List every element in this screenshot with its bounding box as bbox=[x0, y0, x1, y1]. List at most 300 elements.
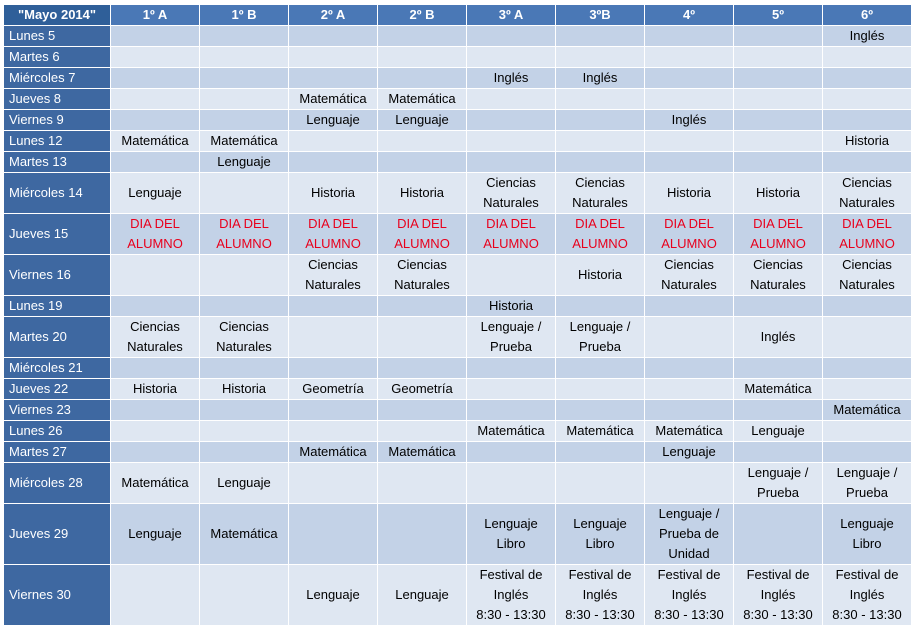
schedule-cell bbox=[289, 317, 378, 358]
schedule-cell bbox=[289, 421, 378, 442]
schedule-cell bbox=[734, 296, 823, 317]
cell-text: Ciencias bbox=[130, 319, 180, 334]
schedule-cell bbox=[734, 442, 823, 463]
schedule-cell bbox=[289, 463, 378, 504]
schedule-cell bbox=[289, 173, 378, 214]
cell-text: Lenguaje / bbox=[658, 506, 720, 521]
schedule-cell bbox=[289, 565, 378, 626]
schedule-cell bbox=[645, 504, 734, 565]
schedule-cell bbox=[556, 47, 645, 68]
cell-text: Lenguaje bbox=[395, 587, 449, 602]
schedule-cell bbox=[289, 442, 378, 463]
schedule-cell bbox=[378, 317, 467, 358]
day-label: Lunes 12 bbox=[4, 131, 111, 152]
cell-text: Unidad bbox=[668, 546, 710, 561]
schedule-cell bbox=[111, 214, 200, 255]
schedule-cell bbox=[556, 255, 645, 296]
schedule-cell bbox=[289, 26, 378, 47]
schedule-cell bbox=[823, 463, 912, 504]
schedule-cell bbox=[645, 379, 734, 400]
cell-text: Ciencias bbox=[486, 175, 536, 190]
grade-header: 1º A bbox=[111, 5, 200, 26]
schedule-cell bbox=[467, 152, 556, 173]
schedule-cell bbox=[378, 504, 467, 565]
grade-header: 1º B bbox=[200, 5, 289, 26]
cell-text: Festival de bbox=[657, 567, 721, 582]
cell-text: Lenguaje bbox=[128, 526, 182, 541]
cell-text: Naturales bbox=[839, 277, 895, 292]
schedule-cell bbox=[467, 296, 556, 317]
schedule-cell bbox=[556, 504, 645, 565]
day-label: Jueves 15 bbox=[4, 214, 111, 255]
schedule-cell bbox=[111, 400, 200, 421]
schedule-table bbox=[3, 4, 912, 626]
schedule-row bbox=[4, 504, 912, 565]
cell-text: ALUMNO bbox=[216, 236, 272, 251]
schedule-cell bbox=[111, 68, 200, 89]
cell-text: Festival de bbox=[835, 567, 899, 582]
cell-text: Lenguaje bbox=[840, 516, 894, 531]
cell-text: Prueba de bbox=[659, 526, 719, 541]
cell-text: Ciencias bbox=[664, 257, 714, 272]
schedule-row bbox=[4, 379, 912, 400]
schedule-cell bbox=[289, 296, 378, 317]
schedule-cell bbox=[200, 379, 289, 400]
cell-text: Lenguaje bbox=[484, 516, 538, 531]
schedule-cell bbox=[200, 400, 289, 421]
schedule-cell bbox=[556, 358, 645, 379]
schedule-cell bbox=[734, 400, 823, 421]
schedule-cell bbox=[734, 131, 823, 152]
cell-text: ALUMNO bbox=[572, 236, 628, 251]
cell-text: Matemática bbox=[299, 444, 367, 459]
cell-text: Lenguaje / bbox=[747, 465, 809, 480]
schedule-cell bbox=[645, 421, 734, 442]
schedule-cell bbox=[111, 504, 200, 565]
schedule-cell bbox=[289, 379, 378, 400]
cell-text: Lenguaje bbox=[128, 185, 182, 200]
cell-text: Lenguaje / bbox=[836, 465, 898, 480]
schedule-cell bbox=[823, 358, 912, 379]
schedule-cell bbox=[645, 68, 734, 89]
schedule-row bbox=[4, 463, 912, 504]
schedule-cell bbox=[645, 173, 734, 214]
cell-text: Inglés bbox=[849, 587, 885, 602]
cell-text: Historia bbox=[221, 381, 267, 396]
cell-text: ALUMNO bbox=[483, 236, 539, 251]
schedule-cell bbox=[823, 47, 912, 68]
schedule-cell bbox=[200, 317, 289, 358]
schedule-cell bbox=[734, 152, 823, 173]
schedule-cell bbox=[734, 379, 823, 400]
schedule-cell bbox=[289, 358, 378, 379]
schedule-cell bbox=[556, 110, 645, 131]
schedule-cell bbox=[645, 47, 734, 68]
schedule-cell bbox=[289, 110, 378, 131]
schedule-cell bbox=[378, 379, 467, 400]
cell-text: DIA DEL bbox=[753, 216, 803, 231]
cell-text: Naturales bbox=[661, 277, 717, 292]
cell-text: Matemática bbox=[210, 526, 278, 541]
cell-text: Lenguaje bbox=[217, 475, 271, 490]
schedule-cell bbox=[289, 255, 378, 296]
schedule-cell bbox=[200, 152, 289, 173]
cell-text: Historia bbox=[132, 381, 178, 396]
schedule-cell bbox=[467, 400, 556, 421]
cell-text: ALUMNO bbox=[394, 236, 450, 251]
cell-text: Ciencias bbox=[397, 257, 447, 272]
day-label: Miércoles 7 bbox=[4, 68, 111, 89]
schedule-cell bbox=[645, 400, 734, 421]
schedule-row bbox=[4, 214, 912, 255]
grade-header: 4º bbox=[645, 5, 734, 26]
schedule-cell bbox=[645, 152, 734, 173]
cell-text: Naturales bbox=[839, 195, 895, 210]
schedule-cell bbox=[734, 255, 823, 296]
schedule-cell bbox=[823, 379, 912, 400]
cell-text: Ciencias bbox=[842, 175, 892, 190]
schedule-cell bbox=[645, 565, 734, 626]
cell-text: Matemática bbox=[388, 91, 456, 106]
schedule-cell bbox=[200, 255, 289, 296]
schedule-cell bbox=[556, 379, 645, 400]
schedule-cell bbox=[823, 296, 912, 317]
schedule-cell bbox=[378, 110, 467, 131]
schedule-row bbox=[4, 26, 912, 47]
cell-text: Lenguaje bbox=[217, 154, 271, 169]
cell-text: ALUMNO bbox=[661, 236, 717, 251]
cell-text: Naturales bbox=[216, 339, 272, 354]
schedule-cell bbox=[467, 26, 556, 47]
schedule-cell bbox=[734, 504, 823, 565]
cell-text: Naturales bbox=[127, 339, 183, 354]
schedule-cell bbox=[200, 68, 289, 89]
cell-text: Inglés bbox=[671, 112, 707, 127]
schedule-cell bbox=[645, 89, 734, 110]
schedule-cell bbox=[467, 358, 556, 379]
grade-header: 5º bbox=[734, 5, 823, 26]
schedule-cell bbox=[378, 68, 467, 89]
schedule-cell bbox=[111, 421, 200, 442]
cell-text: 8:30 - 13:30 bbox=[476, 607, 546, 622]
schedule-cell bbox=[645, 26, 734, 47]
schedule-cell bbox=[467, 131, 556, 152]
schedule-cell bbox=[467, 317, 556, 358]
schedule-cell bbox=[645, 442, 734, 463]
schedule-row bbox=[4, 131, 912, 152]
schedule-cell bbox=[289, 152, 378, 173]
schedule-cell bbox=[378, 89, 467, 110]
schedule-cell bbox=[556, 89, 645, 110]
cell-text: DIA DEL bbox=[308, 216, 358, 231]
cell-text: Ciencias bbox=[842, 257, 892, 272]
schedule-cell bbox=[378, 152, 467, 173]
cell-text: DIA DEL bbox=[130, 216, 180, 231]
cell-text: Inglés bbox=[849, 28, 885, 43]
schedule-cell bbox=[734, 89, 823, 110]
schedule-cell bbox=[823, 317, 912, 358]
cell-text: Lenguaje bbox=[306, 112, 360, 127]
cell-text: Inglés bbox=[760, 587, 796, 602]
schedule-row bbox=[4, 89, 912, 110]
schedule-cell bbox=[200, 47, 289, 68]
cell-text: Naturales bbox=[572, 195, 628, 210]
cell-text: Matemática bbox=[566, 423, 634, 438]
cell-text: ALUMNO bbox=[305, 236, 361, 251]
day-label: Viernes 30 bbox=[4, 565, 111, 626]
cell-text: Historia bbox=[755, 185, 801, 200]
schedule-cell bbox=[289, 400, 378, 421]
schedule-cell bbox=[467, 47, 556, 68]
day-label: Jueves 22 bbox=[4, 379, 111, 400]
schedule-cell bbox=[111, 173, 200, 214]
schedule-cell bbox=[556, 68, 645, 89]
cell-text: DIA DEL bbox=[842, 216, 892, 231]
schedule-cell bbox=[111, 110, 200, 131]
schedule-cell bbox=[823, 89, 912, 110]
cell-text: DIA DEL bbox=[219, 216, 269, 231]
cell-text: Inglés bbox=[760, 329, 796, 344]
schedule-cell bbox=[823, 152, 912, 173]
schedule-cell bbox=[289, 504, 378, 565]
schedule-cell bbox=[823, 131, 912, 152]
schedule-cell bbox=[823, 400, 912, 421]
schedule-cell bbox=[111, 565, 200, 626]
schedule-cell bbox=[378, 296, 467, 317]
schedule-cell bbox=[378, 47, 467, 68]
cell-text: Ciencias bbox=[219, 319, 269, 334]
schedule-cell bbox=[823, 442, 912, 463]
schedule-cell bbox=[200, 173, 289, 214]
schedule-cell bbox=[645, 255, 734, 296]
day-label: Martes 20 bbox=[4, 317, 111, 358]
schedule-row bbox=[4, 47, 912, 68]
cell-text: Lenguaje bbox=[751, 423, 805, 438]
grade-header: 6º bbox=[823, 5, 912, 26]
schedule-cell bbox=[467, 173, 556, 214]
schedule-cell bbox=[556, 442, 645, 463]
schedule-cell bbox=[556, 296, 645, 317]
schedule-cell bbox=[823, 504, 912, 565]
schedule-cell bbox=[200, 421, 289, 442]
schedule-cell bbox=[645, 110, 734, 131]
schedule-cell bbox=[111, 379, 200, 400]
schedule-row bbox=[4, 110, 912, 131]
cell-text: Inglés bbox=[493, 587, 529, 602]
schedule-row bbox=[4, 565, 912, 626]
schedule-row bbox=[4, 421, 912, 442]
schedule-cell bbox=[734, 317, 823, 358]
schedule-cell bbox=[734, 421, 823, 442]
cell-text: DIA DEL bbox=[575, 216, 625, 231]
cell-text: Libro bbox=[496, 536, 526, 551]
schedule-cell bbox=[467, 68, 556, 89]
schedule-cell bbox=[734, 214, 823, 255]
schedule-cell bbox=[556, 421, 645, 442]
cell-text: Libro bbox=[852, 536, 882, 551]
schedule-row bbox=[4, 68, 912, 89]
schedule-cell bbox=[556, 317, 645, 358]
schedule-cell bbox=[556, 400, 645, 421]
schedule-cell bbox=[289, 131, 378, 152]
schedule-cell bbox=[556, 214, 645, 255]
cell-text: Geometría bbox=[391, 381, 453, 396]
schedule-row bbox=[4, 152, 912, 173]
grade-header: 2º B bbox=[378, 5, 467, 26]
schedule-cell bbox=[111, 358, 200, 379]
schedule-cell bbox=[467, 463, 556, 504]
schedule-row bbox=[4, 296, 912, 317]
schedule-cell bbox=[734, 68, 823, 89]
schedule-cell bbox=[467, 379, 556, 400]
schedule-cell bbox=[556, 173, 645, 214]
grade-header: 3º A bbox=[467, 5, 556, 26]
schedule-cell bbox=[200, 110, 289, 131]
cell-text: Lenguaje bbox=[306, 587, 360, 602]
schedule-cell bbox=[823, 68, 912, 89]
schedule-row bbox=[4, 173, 912, 214]
schedule-cell bbox=[378, 400, 467, 421]
schedule-cell bbox=[200, 358, 289, 379]
cell-text: Historia bbox=[310, 185, 356, 200]
cell-text: Prueba bbox=[579, 339, 621, 354]
cell-text: Matemática bbox=[388, 444, 456, 459]
cell-text: Matemática bbox=[121, 133, 189, 148]
cell-text: Matemática bbox=[477, 423, 545, 438]
cell-text: Prueba bbox=[757, 485, 799, 500]
schedule-cell bbox=[645, 463, 734, 504]
schedule-cell bbox=[734, 26, 823, 47]
schedule-cell bbox=[734, 47, 823, 68]
schedule-cell bbox=[289, 47, 378, 68]
cell-text: Prueba bbox=[846, 485, 888, 500]
schedule-cell bbox=[378, 421, 467, 442]
day-label: Viernes 9 bbox=[4, 110, 111, 131]
cell-text: Historia bbox=[666, 185, 712, 200]
schedule-cell bbox=[378, 358, 467, 379]
cell-text: Festival de bbox=[746, 567, 810, 582]
cell-text: Lenguaje bbox=[395, 112, 449, 127]
day-label: Martes 27 bbox=[4, 442, 111, 463]
schedule-cell bbox=[467, 214, 556, 255]
schedule-cell bbox=[556, 131, 645, 152]
schedule-cell bbox=[734, 463, 823, 504]
schedule-cell bbox=[823, 255, 912, 296]
schedule-cell bbox=[823, 173, 912, 214]
schedule-cell bbox=[467, 110, 556, 131]
day-label: Jueves 8 bbox=[4, 89, 111, 110]
day-label: Viernes 16 bbox=[4, 255, 111, 296]
schedule-cell bbox=[467, 504, 556, 565]
cell-text: Naturales bbox=[483, 195, 539, 210]
cell-text: Libro bbox=[585, 536, 615, 551]
day-label: Jueves 29 bbox=[4, 504, 111, 565]
cell-text: DIA DEL bbox=[664, 216, 714, 231]
schedule-cell bbox=[111, 255, 200, 296]
cell-text: Inglés bbox=[582, 70, 618, 85]
day-label: Lunes 5 bbox=[4, 26, 111, 47]
day-label: Martes 6 bbox=[4, 47, 111, 68]
schedule-cell bbox=[467, 442, 556, 463]
schedule-cell bbox=[378, 255, 467, 296]
schedule-cell bbox=[645, 317, 734, 358]
schedule-body bbox=[4, 26, 912, 626]
schedule-cell bbox=[111, 131, 200, 152]
schedule-cell bbox=[378, 442, 467, 463]
schedule-cell bbox=[645, 131, 734, 152]
schedule-cell bbox=[200, 463, 289, 504]
schedule-cell bbox=[734, 173, 823, 214]
cell-text: Lenguaje bbox=[573, 516, 627, 531]
schedule-cell bbox=[556, 463, 645, 504]
schedule-cell bbox=[556, 152, 645, 173]
schedule-cell bbox=[556, 565, 645, 626]
schedule-cell bbox=[200, 26, 289, 47]
cell-text: Prueba bbox=[490, 339, 532, 354]
cell-text: Matemática bbox=[655, 423, 723, 438]
cell-text: Matemática bbox=[210, 133, 278, 148]
schedule-cell bbox=[200, 504, 289, 565]
schedule-cell bbox=[378, 214, 467, 255]
schedule-cell bbox=[645, 358, 734, 379]
schedule-cell bbox=[111, 296, 200, 317]
schedule-cell bbox=[111, 47, 200, 68]
schedule-cell bbox=[823, 421, 912, 442]
schedule-cell bbox=[467, 89, 556, 110]
day-label: Miércoles 21 bbox=[4, 358, 111, 379]
schedule-cell bbox=[645, 214, 734, 255]
schedule-row bbox=[4, 358, 912, 379]
cell-text: Festival de bbox=[568, 567, 632, 582]
schedule-cell bbox=[645, 296, 734, 317]
schedule-cell bbox=[289, 68, 378, 89]
schedule-cell bbox=[378, 131, 467, 152]
cell-text: Inglés bbox=[671, 587, 707, 602]
cell-text: Lenguaje / bbox=[480, 319, 542, 334]
cell-text: Historia bbox=[844, 133, 890, 148]
cell-text: Ciencias bbox=[575, 175, 625, 190]
cell-text: 8:30 - 13:30 bbox=[743, 607, 813, 622]
schedule-cell bbox=[823, 565, 912, 626]
schedule-row bbox=[4, 442, 912, 463]
cell-text: ALUMNO bbox=[127, 236, 183, 251]
schedule-cell bbox=[734, 110, 823, 131]
cell-text: Naturales bbox=[305, 277, 361, 292]
cell-text: DIA DEL bbox=[486, 216, 536, 231]
cell-text: 8:30 - 13:30 bbox=[565, 607, 635, 622]
cell-text: Matemática bbox=[121, 475, 189, 490]
cell-text: Naturales bbox=[750, 277, 806, 292]
grade-header: 3ºB bbox=[556, 5, 645, 26]
cell-text: 8:30 - 13:30 bbox=[654, 607, 724, 622]
schedule-cell bbox=[378, 173, 467, 214]
cell-text: Naturales bbox=[394, 277, 450, 292]
schedule-cell bbox=[111, 442, 200, 463]
schedule-cell bbox=[467, 255, 556, 296]
cell-text: Ciencias bbox=[308, 257, 358, 272]
cell-text: Ciencias bbox=[753, 257, 803, 272]
schedule-cell bbox=[378, 463, 467, 504]
day-label: Martes 13 bbox=[4, 152, 111, 173]
cell-text: Lenguaje bbox=[662, 444, 716, 459]
schedule-cell bbox=[111, 152, 200, 173]
day-label: Miércoles 28 bbox=[4, 463, 111, 504]
schedule-cell bbox=[734, 565, 823, 626]
cell-text: Geometría bbox=[302, 381, 364, 396]
schedule-cell bbox=[111, 26, 200, 47]
schedule-cell bbox=[378, 565, 467, 626]
schedule-cell bbox=[111, 317, 200, 358]
